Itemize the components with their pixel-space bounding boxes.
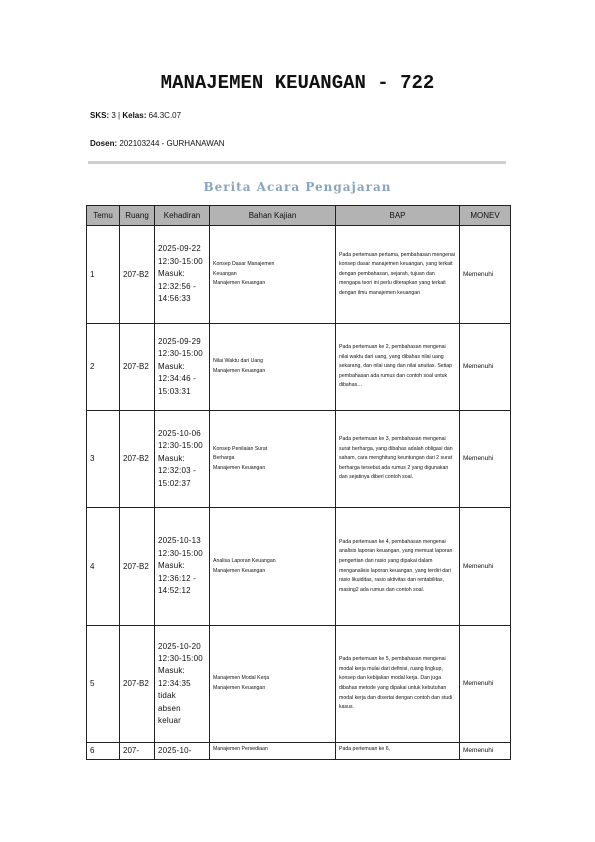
kehadiran-line: Masuk:: [158, 453, 185, 463]
kehadiran-line: Masuk:: [158, 269, 185, 279]
bahan-kajian-cell: [210, 508, 336, 626]
kehadiran-line: 12:34:35: [158, 678, 191, 688]
kehadiran-line: Masuk:: [158, 561, 185, 571]
bap-cell: Pada pertemuan ke 5, pembahasan mengenai modal kerja mulai dari definisi, ruang lingkup, konsep dan kebijakan modal kerja. Dan juga dibahas metode yang dipakai untuk kebutuhan modal kerja dan disertai dengan contoh dan studi kasus.: [336, 626, 460, 743]
ruang-cell: 207-B2: [120, 626, 155, 743]
kehadiran-line: 15:03:31: [158, 386, 191, 396]
kehadiran-line: 12:34:46 -: [158, 374, 197, 384]
ruang-cell: 207-: [120, 743, 155, 760]
bahan-line: Manajemen Keuangan: [213, 685, 266, 691]
kehadiran-line: 2025-10-: [158, 746, 192, 755]
ruang-cell: 207-B2: [120, 411, 155, 508]
bahan-line: Nilai Waktu dari Uang: [213, 358, 263, 365]
kehadiran-cell: [155, 324, 210, 411]
bahan-line: Konsep Dasar Manajemen: [213, 261, 275, 268]
bap-cell: Pada pertemuan ke 4, pembahasan mengenai analisis laporan keuangan, yang memuat laporan pengertian dan rasio yang dipakai dalam menganalisis laporan keuangan, yang terdiri dari rasio likuiditas, rasio aktivitas dan rentabilitas, masing2 ada rumus dan contoh soal.: [336, 508, 460, 626]
table-row: [87, 324, 511, 411]
bahan-kajian-cell: [210, 324, 336, 411]
monev-cell: Memenuhi: [460, 324, 511, 411]
kehadiran-line: 15:02:37: [158, 478, 191, 488]
bahan-line: Manajemen Keuangan: [213, 464, 266, 471]
bap-cell: Pada pertemuan pertama, pembahasan mengenai konsep dasar manajemen keuangan, yang terkait dengan pembahasan, sejarah, tujuan dan mengapa teori ini perlu diterapkan yang terkait dengan ilmu manajemen keuangan: [336, 226, 460, 324]
col-header-bahan-kajian: Bahan Kajian: [210, 206, 336, 226]
bahan-kajian-cell: [210, 226, 336, 324]
ruang-cell: 207-B2: [120, 226, 155, 324]
ruang-cell: 207-B2: [120, 324, 155, 411]
kehadiran-line: absen: [158, 703, 181, 713]
kehadiran-line: Masuk:: [158, 361, 185, 371]
bap-cell: Pada pertemuan ke 2, pembahasan mengenai nilai waktu dari uang, yang dibahas nilai uang sekarang, dan nilai uang dan nilai anuitas. Setiap pembahasan ada rumus dan contoh soal untuk dibahas…: [336, 324, 460, 411]
temu-cell: 4: [87, 508, 120, 626]
monev-cell: Memenuhi: [460, 508, 511, 626]
temu-cell: 1: [87, 226, 120, 324]
page-title: MANAJEMEN KEUANGAN - 722: [160, 72, 435, 94]
kelas-label: Kelas:: [122, 111, 147, 120]
bahan-line: Manajemen Keuangan: [213, 368, 266, 374]
col-header-monev: MONEV: [460, 206, 511, 226]
kehadiran-cell: [155, 508, 210, 626]
monev-cell: Memenuhi: [460, 743, 511, 760]
bahan-kajian-cell: [210, 626, 336, 743]
kehadiran-line: keluar: [158, 716, 181, 726]
bap-cell: Pada pertemuan ke 3, pembahasan mengenai surat berharga, yang dibahas adalah obligasi dan saham, cara menghitung keuntungan dari 2 surat berharga tersebut ada rumus 2 yang digunakan dan sejatinya diberi contoh soal.: [336, 411, 460, 508]
table-row: [87, 743, 511, 760]
separator: |: [118, 111, 121, 120]
table-row: [87, 508, 511, 626]
col-header-bap: BAP: [336, 206, 460, 226]
kehadiran-cell: [155, 226, 210, 324]
col-header-temu: Temu: [87, 206, 120, 226]
dosen-label: Dosen:: [90, 139, 118, 148]
kehadiran-line: 14:52:12: [158, 586, 191, 596]
kehadiran-line: 2025-10-20 12:30-15:00: [158, 641, 203, 663]
bahan-line: Berharga: [213, 455, 235, 462]
table-row: [87, 411, 511, 508]
kehadiran-line: 2025-10-13 12:30-15:00: [158, 536, 203, 558]
kehadiran-line: Masuk:: [158, 666, 185, 676]
kehadiran-line: 2025-09-22 12:30-15:00: [158, 244, 203, 266]
kehadiran-line: 2025-09-29 12:30-15:00: [158, 336, 203, 359]
bahan-line: Keuangan: [213, 270, 237, 277]
temu-cell: 3: [87, 411, 120, 508]
temu-cell: 5: [87, 626, 120, 743]
divider: [88, 161, 506, 164]
kehadiran-line: 2025-10-06 12:30-15:00: [158, 428, 203, 451]
table-row: [87, 226, 511, 324]
sks-value: 3: [111, 111, 116, 120]
bahan-line: Manajemen Persediaan: [213, 746, 268, 752]
sks-label: SKS:: [90, 111, 110, 120]
monev-cell: Memenuhi: [460, 411, 511, 508]
bahan-line: Analisa Laporan Keuangan: [213, 557, 276, 564]
col-header-kehadiran: Kehadiran: [155, 206, 210, 226]
kehadiran-line: tidak: [158, 691, 176, 701]
kehadiran-cell: [155, 411, 210, 508]
kehadiran-line: 12:36:12 -: [158, 573, 197, 583]
dosen-value: 202103244 - GURHANAWAN: [119, 139, 225, 148]
bahan-line: Manajemen Modal Kerja: [213, 675, 270, 682]
bahan-kajian-cell: [210, 411, 336, 508]
bahan-line: Konsep Penilaian Surat: [213, 445, 268, 452]
bahan-kajian-cell: [210, 743, 336, 760]
table-row: [87, 626, 511, 743]
kehadiran-line: 14:56:33: [158, 294, 191, 304]
ruang-cell: 207-B2: [120, 508, 155, 626]
kehadiran-cell: [155, 626, 210, 743]
kelas-value: 64.3C.07: [148, 111, 182, 120]
bap-cell: Pada pertemuan ke 6,: [336, 743, 460, 760]
temu-cell: 2: [87, 324, 120, 411]
course-info: [90, 111, 181, 120]
table-header-row: [87, 206, 511, 226]
kehadiran-cell: [155, 743, 210, 760]
col-header-ruang: Ruang: [120, 206, 155, 226]
monev-cell: Memenuhi: [460, 626, 511, 743]
teaching-report-table: [86, 205, 511, 760]
section-title: Berita Acara Pengajaran: [203, 180, 392, 194]
kehadiran-line: 12:32:03 -: [158, 466, 197, 476]
lecturer-info: [90, 139, 225, 148]
bahan-line: Manajemen Keuangan: [213, 567, 266, 574]
kehadiran-line: 12:32:56 -: [158, 281, 197, 291]
bahan-line: Manajemen Keuangan: [213, 280, 266, 287]
temu-cell: 6: [87, 743, 120, 760]
monev-cell: Memenuhi: [460, 226, 511, 324]
